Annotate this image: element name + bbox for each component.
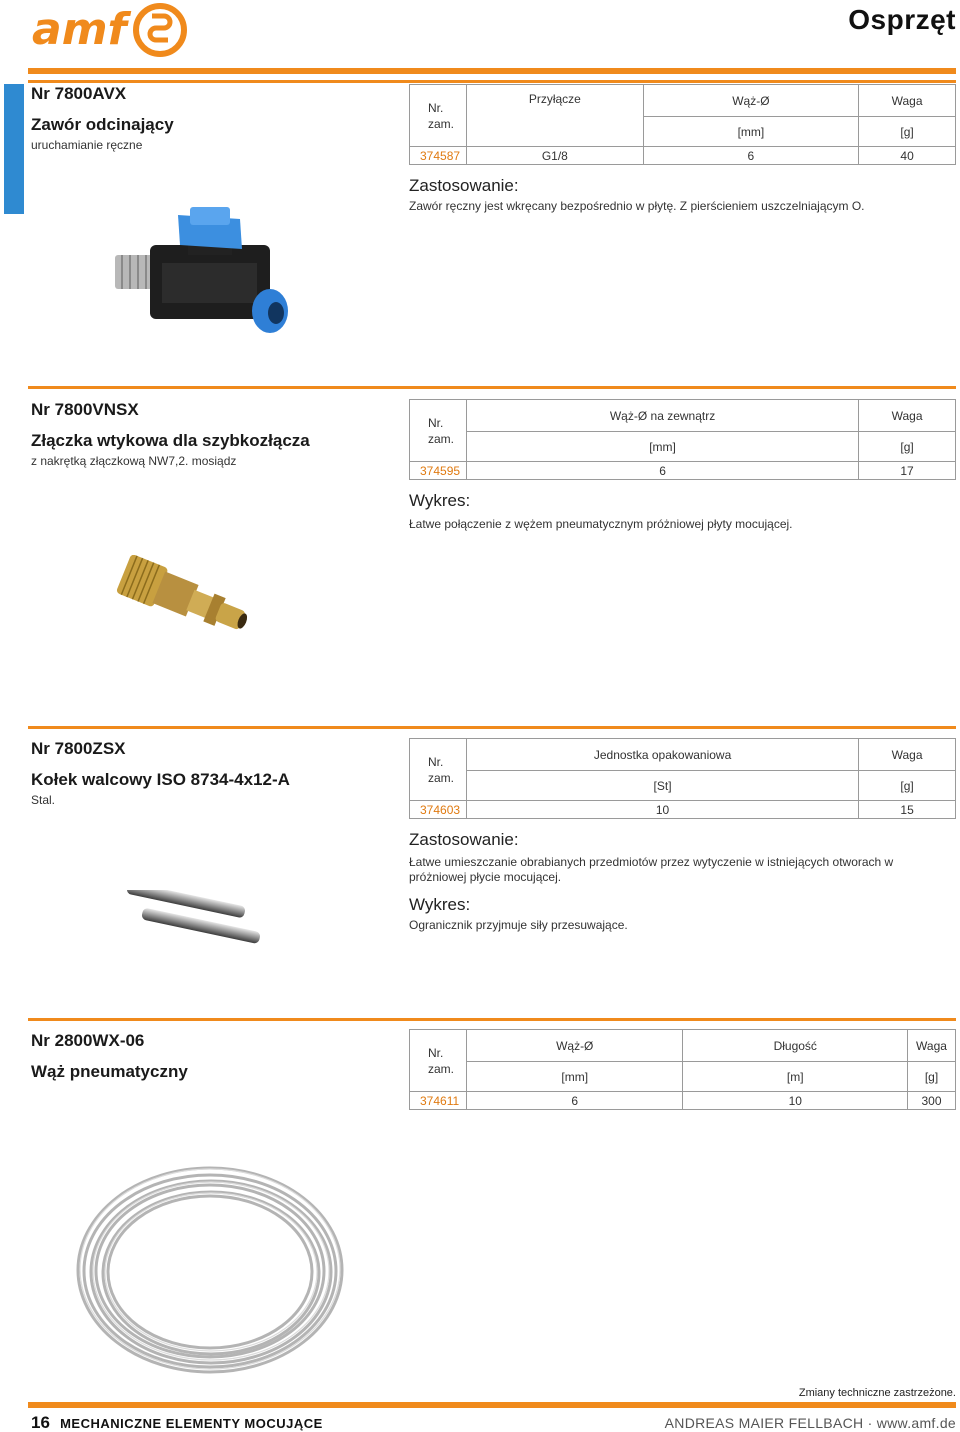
spec-table bbox=[409, 84, 956, 165]
section-text: Ogranicznik przyjmuje siły przesuwające. bbox=[409, 918, 628, 932]
column-header: Przyłącze bbox=[466, 85, 643, 147]
spec-table bbox=[409, 1029, 956, 1110]
column-unit: [g] bbox=[859, 432, 956, 462]
footer-page-info bbox=[31, 1413, 323, 1432]
order-number-header: Nr. zam. bbox=[410, 85, 467, 147]
section-rule bbox=[28, 726, 956, 729]
column-header: Waga bbox=[859, 739, 956, 771]
column-unit: [m] bbox=[683, 1062, 908, 1092]
column-header: Wąż-Ø bbox=[643, 85, 858, 117]
hose-coil-image bbox=[65, 1150, 355, 1390]
table-cell: 300 bbox=[908, 1092, 956, 1110]
footer-rule bbox=[28, 1402, 956, 1408]
table-cell: 10 bbox=[466, 801, 858, 819]
section-rule bbox=[28, 386, 956, 389]
svg-text:amf: amf bbox=[32, 4, 127, 55]
table-cell: 40 bbox=[859, 147, 956, 165]
section-rule bbox=[28, 80, 956, 83]
table-cell: 6 bbox=[466, 1092, 683, 1110]
product-number: Nr 7800ZSX bbox=[31, 739, 126, 758]
footer-note: Zmiany techniczne zastrzeżone. bbox=[798, 1387, 956, 1399]
table-cell: G1/8 bbox=[466, 147, 643, 165]
column-header: Waga bbox=[859, 400, 956, 432]
table-cell: 15 bbox=[859, 801, 956, 819]
product-name: Kołek walcowy ISO 8734-4x12-A bbox=[31, 770, 290, 789]
section-heading: Zastosowanie: bbox=[409, 830, 519, 849]
order-number-header: Nr. zam. bbox=[410, 1030, 467, 1092]
table-cell: 6 bbox=[466, 462, 858, 480]
product-number: Nr 2800WX-06 bbox=[31, 1031, 145, 1050]
section-heading: Wykres: bbox=[409, 491, 471, 510]
column-unit: [g] bbox=[908, 1062, 956, 1092]
section-name: MECHANICZNE ELEMENTY MOCUJĄCE bbox=[60, 1416, 323, 1431]
column-unit: [St] bbox=[466, 771, 858, 801]
product-subtitle: Stal. bbox=[31, 793, 56, 807]
section-text: Zawór ręczny jest wkręcany bezpośrednio w płytę. Z pierścieniem uszczelniającym O. bbox=[409, 199, 865, 213]
product-name: Złączka wtykowa dla szybkozłącza bbox=[31, 431, 310, 450]
footer-company: ANDREAS MAIER FELLBACH · www.amf.de bbox=[664, 1415, 956, 1431]
order-number-header: Nr. zam. bbox=[410, 400, 467, 462]
column-header: Waga bbox=[859, 85, 956, 117]
product-subtitle: uruchamianie ręczne bbox=[31, 138, 143, 152]
amf-logo bbox=[32, 2, 192, 58]
hand-valve-image bbox=[110, 205, 310, 345]
header-rule bbox=[28, 68, 956, 74]
page-number: 16 bbox=[31, 1413, 50, 1432]
table-cell: 10 bbox=[683, 1092, 908, 1110]
spec-table bbox=[409, 738, 956, 819]
page-title: Osprzęt bbox=[848, 4, 956, 35]
order-code: 374603 bbox=[410, 801, 467, 819]
column-unit: [mm] bbox=[643, 117, 858, 147]
product-number: Nr 7800AVX bbox=[31, 84, 127, 103]
column-unit: [mm] bbox=[466, 432, 858, 462]
column-unit: [g] bbox=[859, 117, 956, 147]
product-name: Wąż pneumatyczny bbox=[31, 1062, 188, 1081]
column-header: Waga bbox=[908, 1030, 956, 1062]
section-heading: Zastosowanie: bbox=[409, 176, 519, 195]
spec-table bbox=[409, 399, 956, 480]
order-code: 374595 bbox=[410, 462, 467, 480]
column-header: Wąż-Ø bbox=[466, 1030, 683, 1062]
section-tab bbox=[4, 84, 24, 214]
section-text: Łatwe umieszczanie obrabianych przedmiotów przez wytyczenie w istniejących otworach w próżniowej płycie mocującej. bbox=[409, 855, 894, 884]
table-cell: 6 bbox=[643, 147, 858, 165]
order-code: 374587 bbox=[410, 147, 467, 165]
section-text: Łatwe połączenie z wężem pneumatycznym próżniowej płyty mocującej. bbox=[409, 517, 793, 531]
brass-connector-image bbox=[110, 555, 260, 645]
product-name: Zawór odcinający bbox=[31, 115, 174, 134]
section-heading: Wykres: bbox=[409, 895, 471, 914]
dowel-pins-image bbox=[118, 890, 268, 950]
order-code: 374611 bbox=[410, 1092, 467, 1110]
table-cell: 17 bbox=[859, 462, 956, 480]
section-rule bbox=[28, 1018, 956, 1021]
order-number-header: Nr. zam. bbox=[410, 739, 467, 801]
column-header: Jednostka opakowaniowa bbox=[466, 739, 858, 771]
product-number: Nr 7800VNSX bbox=[31, 400, 139, 419]
column-unit: [g] bbox=[859, 771, 956, 801]
column-header: Wąż-Ø na zewnątrz bbox=[466, 400, 858, 432]
column-unit: [mm] bbox=[466, 1062, 683, 1092]
column-header: Długość bbox=[683, 1030, 908, 1062]
product-subtitle: z nakrętką złączkową NW7,2. mosiądz bbox=[31, 454, 237, 468]
